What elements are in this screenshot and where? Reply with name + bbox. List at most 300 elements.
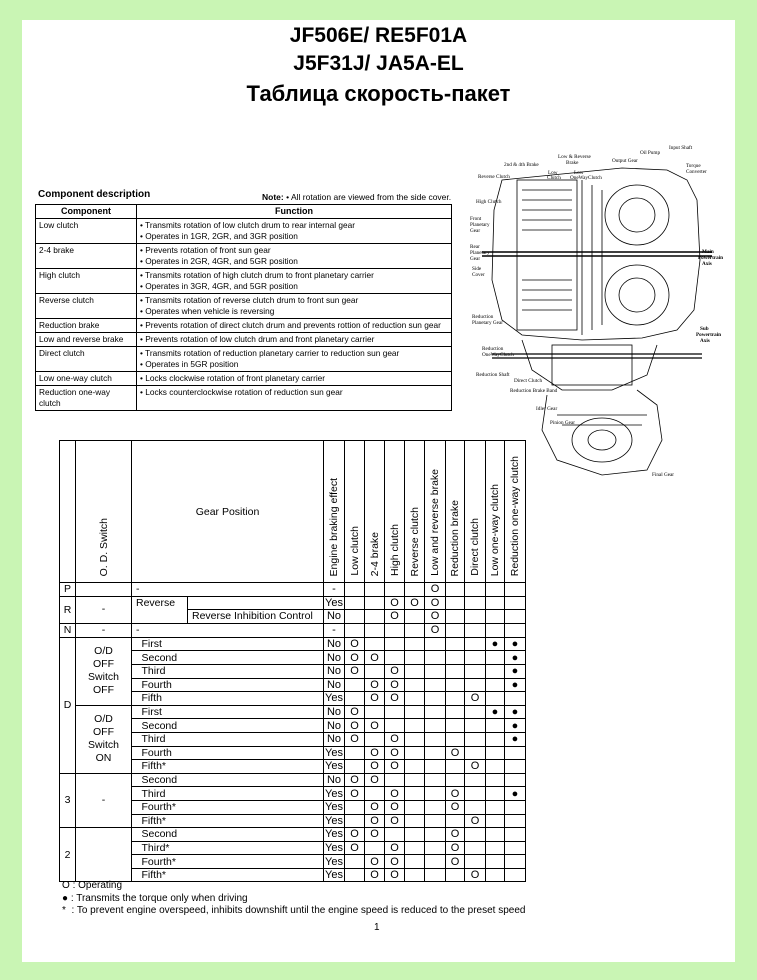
component-name: Reduction one-way clutch bbox=[36, 386, 137, 411]
element-mark bbox=[486, 828, 505, 842]
element-mark bbox=[465, 787, 486, 801]
element-mark bbox=[505, 610, 526, 624]
element-mark: ● bbox=[505, 678, 526, 692]
element-mark bbox=[345, 760, 365, 774]
element-mark bbox=[465, 800, 486, 814]
element-mark bbox=[425, 705, 446, 719]
legend-overspeed bbox=[62, 905, 525, 916]
function-column-header: Function bbox=[137, 205, 452, 219]
engine-braking-cell: Yes bbox=[325, 596, 343, 609]
element-header: 2-4 brake bbox=[368, 531, 381, 576]
component-description-heading: Component description bbox=[38, 189, 151, 200]
element-mark bbox=[405, 773, 425, 787]
gear-position: Second bbox=[138, 651, 324, 665]
element-mark bbox=[505, 814, 526, 828]
label-reduction-brake-band: Reduction Brake Band bbox=[510, 388, 558, 394]
gear-position: Second bbox=[138, 773, 324, 787]
element-mark bbox=[405, 705, 425, 719]
gear-position: Third* bbox=[138, 841, 324, 855]
engine-braking-cell: No bbox=[324, 610, 345, 624]
component-note bbox=[262, 192, 451, 202]
element-mark: O bbox=[465, 814, 486, 828]
gear-table-row bbox=[60, 773, 526, 787]
label-torque-converter-1: Torque bbox=[686, 163, 701, 169]
element-mark: O bbox=[446, 855, 465, 869]
housing-outline bbox=[492, 168, 700, 340]
element-mark bbox=[365, 705, 385, 719]
element-mark bbox=[446, 623, 465, 637]
element-mark bbox=[405, 651, 425, 665]
legend-symbol-asterisk: * bbox=[62, 905, 66, 916]
element-mark bbox=[365, 637, 385, 651]
label-reduction-owc-2: OneWayClutch bbox=[482, 352, 514, 358]
element-mark bbox=[446, 719, 465, 733]
element-mark bbox=[345, 814, 365, 828]
element-mark bbox=[446, 651, 465, 665]
label-idler-gear: Idler Gear bbox=[536, 406, 558, 412]
range-position: D bbox=[60, 637, 76, 773]
element-mark: ● bbox=[505, 787, 526, 801]
element-mark: ● bbox=[505, 664, 526, 678]
od-switch-cell: - bbox=[76, 623, 132, 637]
element-mark bbox=[345, 678, 365, 692]
gear-table-row bbox=[60, 623, 526, 637]
element-mark: O bbox=[425, 596, 446, 610]
engine-braking-cell: - bbox=[324, 623, 345, 637]
component-table bbox=[35, 204, 452, 411]
element-mark bbox=[446, 583, 465, 597]
element-mark bbox=[465, 583, 486, 597]
element-mark bbox=[486, 610, 505, 624]
element-mark bbox=[425, 760, 446, 774]
range-position: P bbox=[60, 583, 76, 597]
element-mark: O bbox=[365, 800, 385, 814]
element-mark bbox=[405, 828, 425, 842]
page-number: 1 bbox=[374, 922, 380, 933]
element-mark bbox=[365, 623, 385, 637]
engine-braking-cell: Yes bbox=[325, 692, 343, 705]
component-name: Low and reverse brake bbox=[36, 333, 137, 347]
element-mark bbox=[345, 800, 365, 814]
element-mark bbox=[385, 583, 405, 597]
element-mark bbox=[486, 773, 505, 787]
planetary-gears bbox=[582, 180, 602, 335]
label-output-gear: Output Gear bbox=[612, 158, 638, 164]
element-header-cell bbox=[505, 441, 526, 583]
gear-table-row bbox=[60, 828, 526, 842]
element-mark: O bbox=[365, 868, 385, 882]
legend-text-operating: : Operating bbox=[72, 880, 123, 891]
element-mark: O bbox=[385, 692, 405, 706]
label-main-axis-3: Axis bbox=[702, 261, 712, 267]
component-function bbox=[137, 319, 452, 333]
element-mark: O bbox=[446, 841, 465, 855]
element-mark: O bbox=[345, 841, 365, 855]
component-name: Low clutch bbox=[36, 219, 137, 244]
legend-symbol-o: O bbox=[62, 880, 70, 891]
element-mark bbox=[486, 841, 505, 855]
label-sub-axis-1: Sub bbox=[700, 326, 709, 332]
element-mark bbox=[405, 841, 425, 855]
element-mark bbox=[345, 855, 365, 869]
element-mark bbox=[365, 664, 385, 678]
function-line: • Prevents rotation of direct clutch drum and prevents rottion of reduction sun gear bbox=[140, 320, 441, 330]
element-mark: O bbox=[385, 855, 405, 869]
od-switch-cell bbox=[76, 705, 132, 773]
element-mark bbox=[465, 855, 486, 869]
gear-position: Third bbox=[138, 732, 324, 746]
element-mark: O bbox=[365, 692, 385, 706]
od-switch-cell bbox=[76, 583, 132, 597]
element-mark bbox=[465, 651, 486, 665]
element-header-cell bbox=[324, 441, 345, 583]
label-2nd4th-brake: 2nd & 4th Brake bbox=[504, 162, 539, 168]
element-mark bbox=[486, 868, 505, 882]
element-mark bbox=[345, 868, 365, 882]
component-function bbox=[137, 219, 452, 244]
element-mark bbox=[385, 828, 405, 842]
label-low-clutch-2: Clutch bbox=[547, 175, 561, 181]
label-front-planetary-3: Gear bbox=[470, 228, 481, 234]
function-line: • Prevents rotation of front sun gear bbox=[140, 245, 271, 255]
legend-operating bbox=[62, 880, 122, 891]
label-sub-axis-3: Axis bbox=[700, 338, 710, 344]
element-mark bbox=[486, 719, 505, 733]
element-mark bbox=[505, 583, 526, 597]
element-mark: O bbox=[345, 705, 365, 719]
element-mark bbox=[425, 855, 446, 869]
function-line: • Operates when vehicle is reversing bbox=[140, 306, 275, 316]
element-mark bbox=[385, 773, 405, 787]
element-mark bbox=[505, 692, 526, 706]
element-mark: O bbox=[385, 841, 405, 855]
function-line: • Locks counterclockwise rotation of reduction sun gear bbox=[140, 387, 343, 397]
element-mark: ● bbox=[505, 637, 526, 651]
engine-braking-cell: No bbox=[324, 651, 345, 665]
legend-driving bbox=[62, 893, 248, 904]
engine-braking-cell: Yes bbox=[325, 841, 343, 854]
element-mark bbox=[405, 746, 425, 760]
element-mark: ● bbox=[505, 732, 526, 746]
torque-converter-lower bbox=[605, 265, 669, 325]
element-mark bbox=[505, 623, 526, 637]
component-row bbox=[36, 294, 452, 319]
label-sub-axis-2: Powertrain bbox=[696, 332, 722, 338]
gear-position: Second bbox=[138, 828, 324, 842]
element-mark bbox=[446, 596, 465, 610]
element-header: Direct clutch bbox=[469, 518, 481, 576]
element-mark: O bbox=[446, 746, 465, 760]
element-mark bbox=[345, 692, 365, 706]
engine-braking-cell: No bbox=[324, 719, 345, 733]
element-mark bbox=[425, 814, 446, 828]
element-mark bbox=[365, 583, 385, 597]
element-mark bbox=[486, 692, 505, 706]
element-mark bbox=[486, 787, 505, 801]
element-mark bbox=[405, 692, 425, 706]
label-reduction-shaft: Reduction Shaft bbox=[476, 372, 510, 378]
element-mark bbox=[465, 705, 486, 719]
range-position: 2 bbox=[60, 828, 76, 882]
element-mark bbox=[486, 664, 505, 678]
label-reverse-clutch: Reverse Clutch bbox=[478, 174, 510, 180]
label-rear-planetary-1: Rear bbox=[470, 244, 480, 250]
element-mark: O bbox=[385, 800, 405, 814]
element-mark bbox=[425, 651, 446, 665]
engine-braking-cell: Yes bbox=[325, 869, 343, 882]
element-mark bbox=[505, 746, 526, 760]
element-mark: O bbox=[365, 651, 385, 665]
reduction-housing bbox=[522, 340, 657, 390]
component-row bbox=[36, 219, 452, 244]
od-switch-header-cell bbox=[76, 441, 132, 583]
od-switch-word: OFF bbox=[93, 684, 114, 697]
label-front-planetary-1: Front bbox=[470, 216, 482, 222]
gear-position: Fourth* bbox=[138, 855, 324, 869]
element-mark bbox=[385, 705, 405, 719]
component-function bbox=[137, 333, 452, 347]
engine-braking-cell: No bbox=[324, 732, 345, 746]
element-mark: O bbox=[345, 637, 365, 651]
gear-position-table bbox=[59, 440, 526, 882]
element-mark bbox=[425, 828, 446, 842]
component-row bbox=[36, 269, 452, 294]
od-switch-header: O. D. Switch bbox=[97, 517, 110, 576]
label-front-planetary-2: Planetary bbox=[470, 222, 490, 228]
gear-position: - bbox=[132, 623, 324, 637]
element-mark bbox=[486, 760, 505, 774]
element-mark: O bbox=[365, 855, 385, 869]
element-mark: O bbox=[385, 787, 405, 801]
element-mark bbox=[405, 868, 425, 882]
element-mark bbox=[446, 664, 465, 678]
od-switch-word: ON bbox=[95, 752, 112, 765]
element-mark: O bbox=[365, 773, 385, 787]
element-mark: O bbox=[345, 732, 365, 746]
engine-braking-cell: Yes bbox=[325, 855, 343, 868]
element-mark bbox=[446, 773, 465, 787]
od-switch-cell: - bbox=[76, 596, 132, 623]
element-mark bbox=[405, 637, 425, 651]
gear-position: First bbox=[138, 705, 324, 719]
element-mark bbox=[446, 610, 465, 624]
element-mark bbox=[405, 610, 425, 624]
gear-position: Fourth bbox=[138, 746, 324, 760]
element-header: Low clutch bbox=[348, 526, 361, 576]
element-mark bbox=[405, 664, 425, 678]
element-mark bbox=[425, 868, 446, 882]
element-mark bbox=[465, 678, 486, 692]
element-mark: O bbox=[385, 814, 405, 828]
element-mark bbox=[486, 596, 505, 610]
component-name: High clutch bbox=[36, 269, 137, 294]
pos-header-cell bbox=[60, 441, 76, 583]
element-mark bbox=[405, 814, 425, 828]
component-row bbox=[36, 347, 452, 372]
function-line: • Locks clockwise rotation of front planetary carrier bbox=[140, 373, 326, 383]
element-mark: O bbox=[345, 773, 365, 787]
element-mark bbox=[505, 773, 526, 787]
element-mark bbox=[345, 596, 365, 610]
element-mark bbox=[425, 664, 446, 678]
gear-sub-position: Reverse Inhibition Control bbox=[188, 610, 324, 624]
engine-braking-cell: No bbox=[324, 678, 345, 692]
range-position: 3 bbox=[60, 773, 76, 827]
element-mark bbox=[345, 746, 365, 760]
element-mark bbox=[465, 623, 486, 637]
component-column-header: Component bbox=[36, 205, 137, 219]
element-mark: ● bbox=[505, 705, 526, 719]
range-position: N bbox=[60, 623, 76, 637]
element-header: Engine braking effect bbox=[328, 477, 340, 576]
element-mark bbox=[405, 583, 425, 597]
label-reduction-owc-1: Reduction bbox=[482, 346, 504, 352]
gear-position-header: Gear Position bbox=[132, 441, 324, 583]
sub-powertrain-axis bbox=[492, 354, 702, 358]
engine-braking-cell: No bbox=[324, 637, 345, 651]
component-name: Reduction brake bbox=[36, 319, 137, 333]
element-mark bbox=[486, 678, 505, 692]
element-mark bbox=[505, 855, 526, 869]
element-mark: O bbox=[385, 732, 405, 746]
element-header-cell bbox=[486, 441, 505, 583]
element-mark bbox=[446, 732, 465, 746]
od-switch-word: Switch bbox=[88, 739, 119, 752]
element-mark bbox=[465, 841, 486, 855]
element-mark bbox=[505, 596, 526, 610]
label-reduction-planetary-1: Reduction bbox=[472, 314, 494, 320]
element-mark: O bbox=[365, 814, 385, 828]
element-mark bbox=[425, 787, 446, 801]
od-switch-word: O/D bbox=[94, 645, 113, 658]
element-mark bbox=[486, 583, 505, 597]
label-side-cover-2: Cover bbox=[472, 272, 485, 278]
element-mark bbox=[465, 732, 486, 746]
element-mark: O bbox=[446, 828, 465, 842]
component-row bbox=[36, 386, 452, 411]
gear-position: Fifth* bbox=[138, 814, 324, 828]
gear-sub-position bbox=[188, 596, 324, 610]
gear-position: Fourth bbox=[138, 678, 324, 692]
clutch-pack-block bbox=[517, 180, 577, 330]
gear-table-row bbox=[60, 705, 526, 719]
element-mark: O bbox=[365, 828, 385, 842]
torque-converter-upper bbox=[605, 185, 669, 245]
element-mark bbox=[465, 664, 486, 678]
od-switch-cell bbox=[76, 637, 132, 705]
legend-symbol-dot: ● bbox=[62, 893, 69, 904]
element-mark: O bbox=[446, 787, 465, 801]
component-function bbox=[137, 244, 452, 269]
gear-position: Third bbox=[138, 664, 324, 678]
element-mark bbox=[385, 637, 405, 651]
main-powertrain-axis bbox=[482, 252, 712, 256]
element-mark: O bbox=[385, 610, 405, 624]
element-header: Reduction brake bbox=[449, 499, 461, 576]
element-header-cell bbox=[425, 441, 446, 583]
element-mark bbox=[405, 800, 425, 814]
element-mark bbox=[425, 800, 446, 814]
od-switch-word: Switch bbox=[88, 671, 119, 684]
element-mark bbox=[365, 732, 385, 746]
gear-table-row bbox=[60, 583, 526, 597]
element-mark: O bbox=[345, 651, 365, 665]
element-mark bbox=[405, 678, 425, 692]
element-mark: O bbox=[446, 800, 465, 814]
component-function bbox=[137, 294, 452, 319]
element-mark bbox=[465, 610, 486, 624]
function-line: • Prevents rotation of low clutch drum and front planetary carrier bbox=[140, 334, 375, 344]
note-label: Note: bbox=[262, 192, 284, 202]
engine-braking-cell: No bbox=[324, 705, 345, 719]
element-mark bbox=[405, 760, 425, 774]
element-mark bbox=[385, 623, 405, 637]
element-header-cell bbox=[345, 441, 365, 583]
element-mark: O bbox=[365, 746, 385, 760]
element-mark: O bbox=[425, 583, 446, 597]
function-line: • Operates in 5GR position bbox=[140, 359, 239, 369]
element-header: Reverse clutch bbox=[408, 506, 421, 576]
element-mark: O bbox=[465, 692, 486, 706]
element-mark: O bbox=[465, 760, 486, 774]
component-name: Reverse clutch bbox=[36, 294, 137, 319]
function-line: • Transmits rotation of reduction planetary carrier to reduction sun gear bbox=[140, 348, 400, 358]
element-mark bbox=[486, 651, 505, 665]
element-mark bbox=[425, 692, 446, 706]
component-name: 2-4 brake bbox=[36, 244, 137, 269]
label-reduction-planetary-2: Planetary Gear bbox=[472, 320, 503, 326]
component-function bbox=[137, 386, 452, 411]
element-mark bbox=[446, 692, 465, 706]
function-line: • Operates in 2GR, 4GR, and 5GR position bbox=[140, 256, 298, 266]
element-mark bbox=[345, 623, 365, 637]
element-mark bbox=[345, 583, 365, 597]
engine-braking-cell: Yes bbox=[325, 801, 343, 814]
gear-position: Fifth* bbox=[138, 760, 324, 774]
component-row bbox=[36, 372, 452, 386]
title-line-1: JF506E/ RE5F01A bbox=[289, 24, 468, 47]
gear-position: First bbox=[138, 637, 324, 651]
label-torque-converter-2: Converter bbox=[686, 169, 707, 175]
element-mark bbox=[505, 828, 526, 842]
element-mark bbox=[365, 841, 385, 855]
label-main-axis-1: Main bbox=[702, 249, 714, 255]
element-mark: O bbox=[365, 719, 385, 733]
component-name: Low one-way clutch bbox=[36, 372, 137, 386]
element-header: Reduction one-way clutch bbox=[509, 455, 521, 576]
engine-braking-cell: No bbox=[324, 773, 345, 787]
element-mark: ● bbox=[505, 651, 526, 665]
element-mark bbox=[446, 868, 465, 882]
function-line: • Transmits rotation of high clutch drum to front planetary carrier bbox=[140, 270, 374, 280]
element-mark bbox=[446, 637, 465, 651]
element-mark bbox=[465, 637, 486, 651]
element-mark: O bbox=[385, 746, 405, 760]
element-mark bbox=[405, 719, 425, 733]
element-mark bbox=[425, 841, 446, 855]
element-header: High clutch bbox=[388, 524, 401, 576]
element-mark: O bbox=[385, 868, 405, 882]
element-mark: O bbox=[365, 678, 385, 692]
component-row bbox=[36, 244, 452, 269]
gear-position: Third bbox=[138, 787, 324, 801]
element-header-cell bbox=[446, 441, 465, 583]
element-mark bbox=[465, 746, 486, 760]
engine-braking-cell: Yes bbox=[325, 814, 343, 827]
element-mark bbox=[465, 596, 486, 610]
label-side-cover-1: Side bbox=[472, 266, 482, 272]
component-name: Direct clutch bbox=[36, 347, 137, 372]
